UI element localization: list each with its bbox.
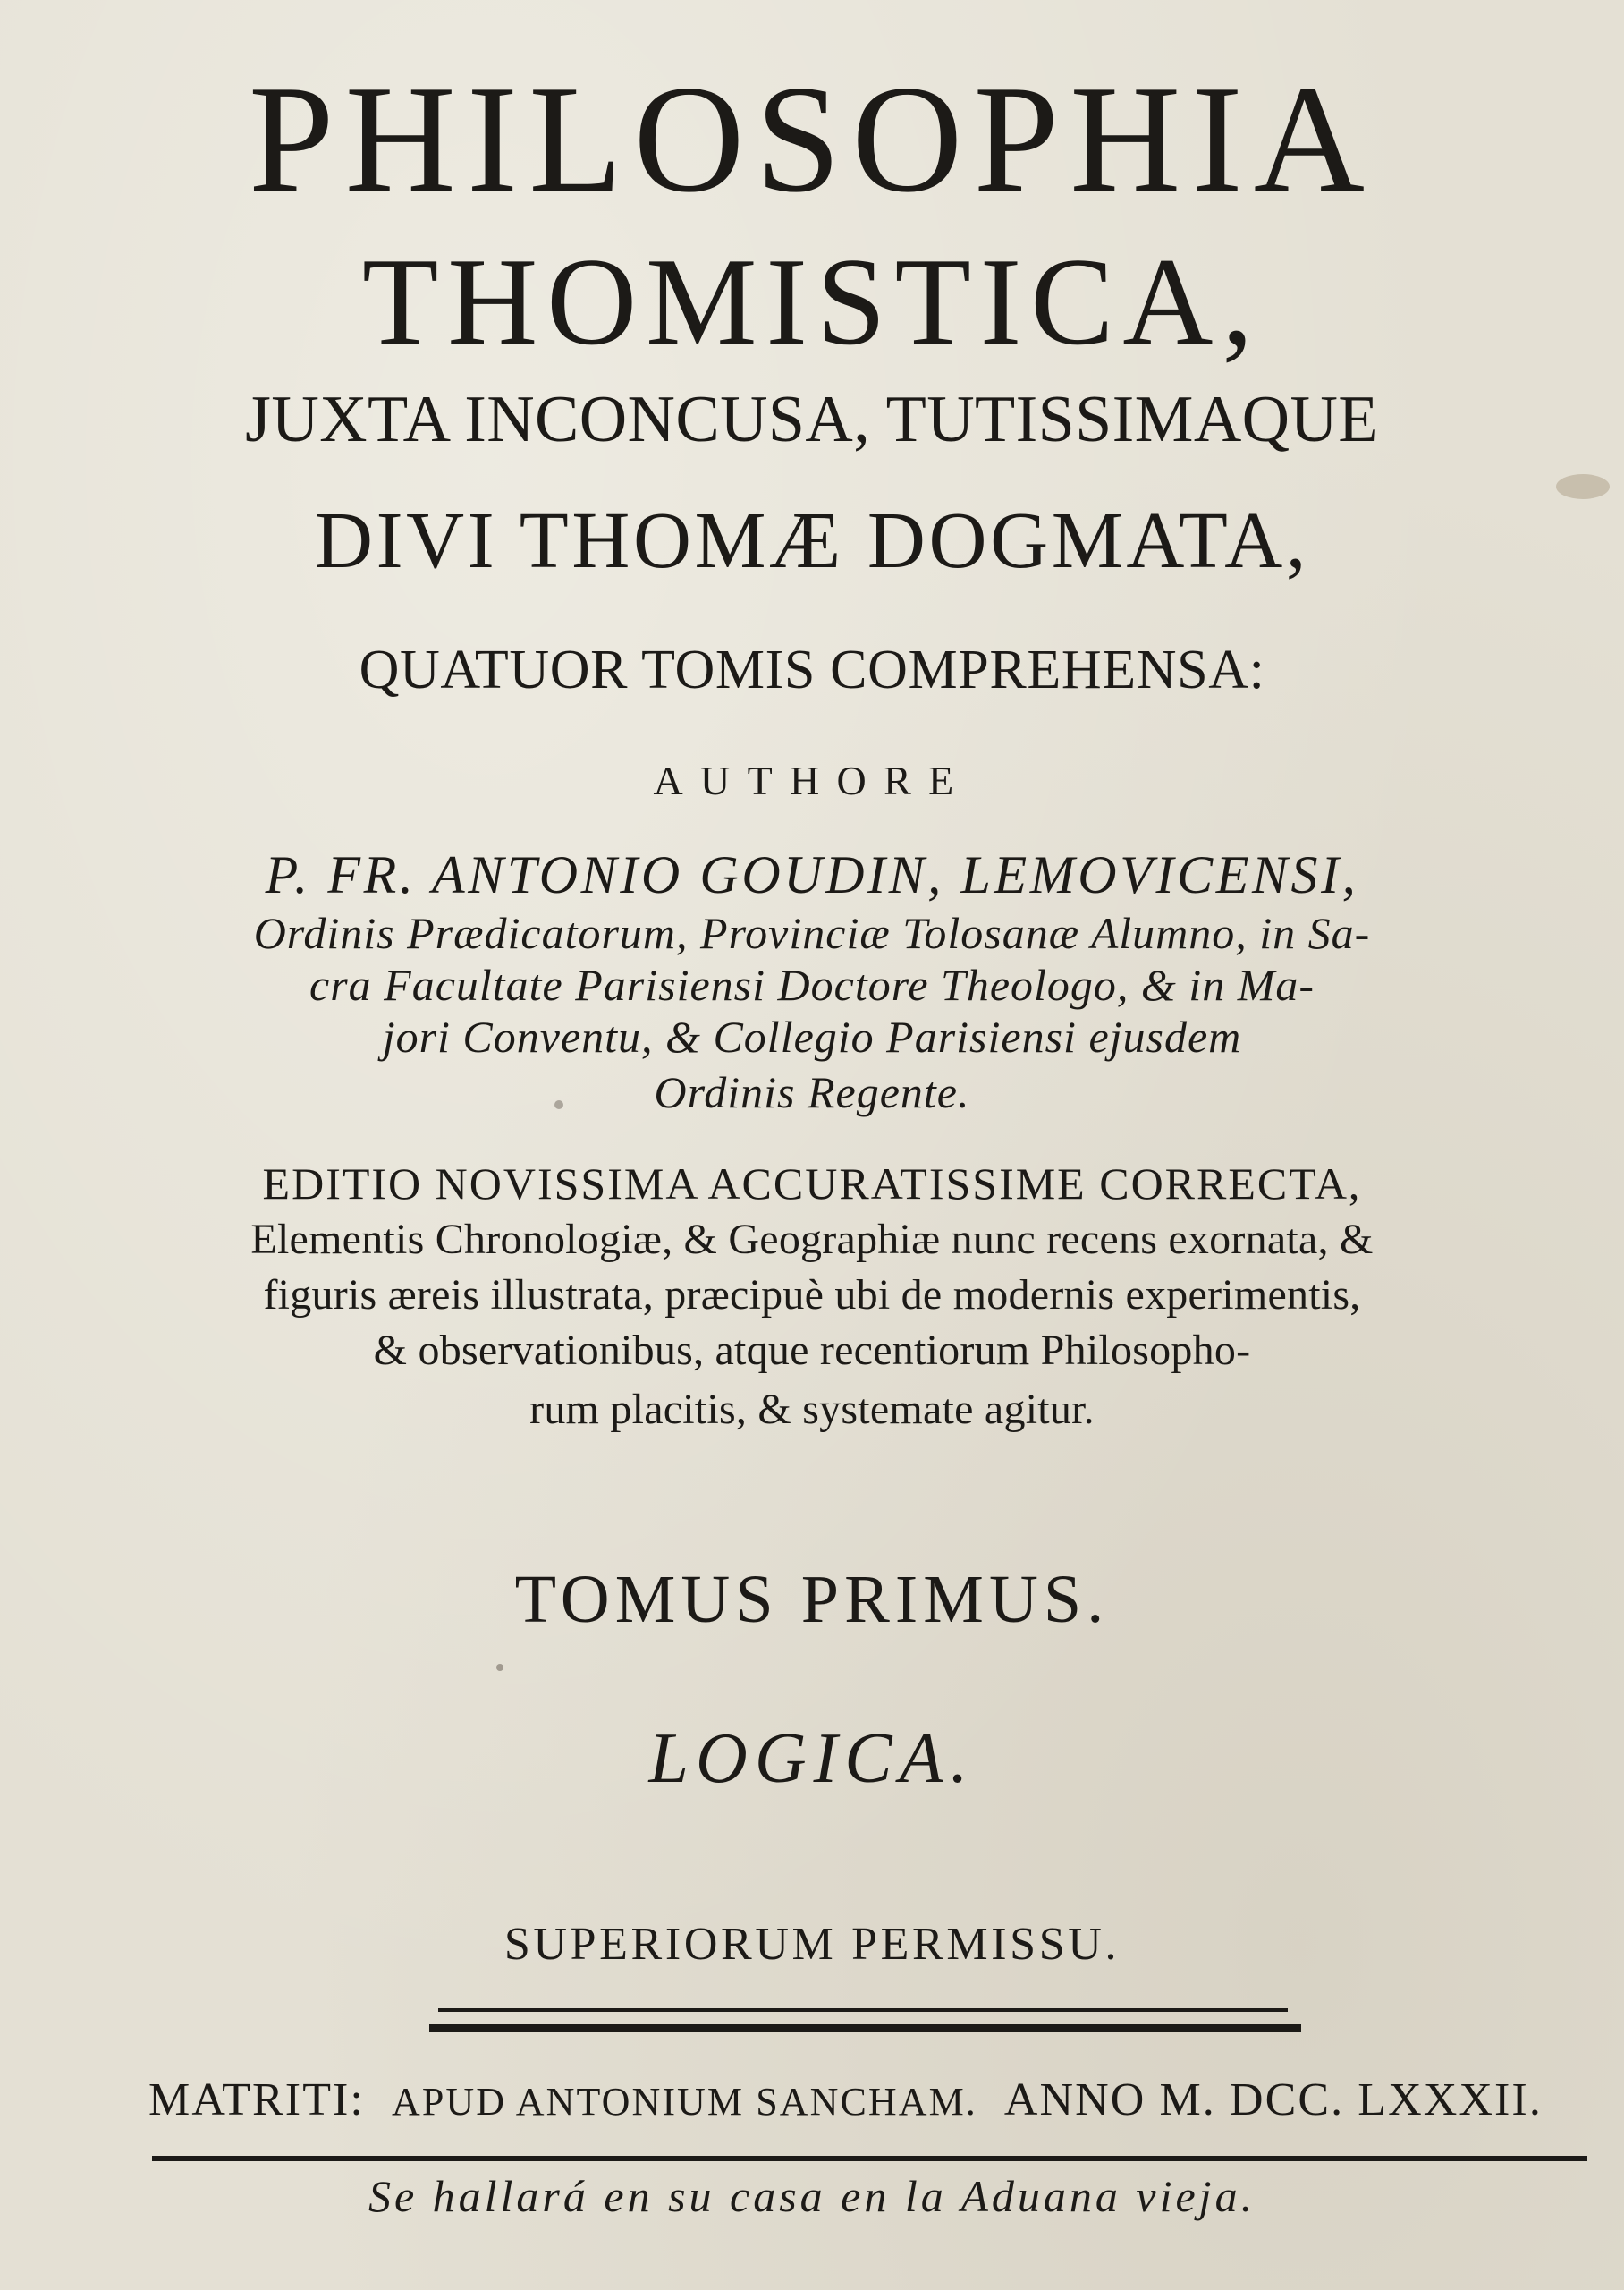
permission-notice: SUPERIORUM PERMISSU. <box>503 1919 1121 1970</box>
title-line-1: PHILOSOPHIA <box>248 55 1376 225</box>
edition-heading: EDITIO NOVISSIMA ACCURATISSIME CORRECTA, <box>262 1158 1362 1209</box>
author-affiliation-line: cra Facultate Parisiensi Doctore Theologo, & in Ma- <box>309 960 1315 1010</box>
author-name: P. FR. ANTONIO GOUDIN, LEMOVICENSI, <box>265 845 1359 904</box>
seller-notice: Se hallará en su casa en la Aduana vieja. <box>368 2171 1256 2221</box>
imprint-rule <box>152 2156 1587 2161</box>
edition-description-line: rum placitis, & systemate agitur. <box>529 1386 1095 1433</box>
part-title: LOGICA. <box>648 1719 976 1798</box>
author-label: AUTHORE <box>653 758 971 803</box>
edition-description-line: & observationibus, atque recentiorum Philosopho- <box>373 1327 1251 1374</box>
title-line-5: QUATUOR TOMIS COMPREHENSA: <box>359 640 1265 700</box>
edition-description-line: Elementis Chronologiæ, & Geographiæ nunc recens exornata, & <box>250 1216 1374 1263</box>
title-line-2: THOMISTICA, <box>361 233 1263 371</box>
author-affiliation-line: jori Conventu, & Collegio Parisiensi ejusdem <box>382 1012 1242 1062</box>
title-line-3: JUXTA INCONCUSA, TUTISSIMAQUE <box>245 383 1379 456</box>
imprint-year: ANNO M. DCC. LXXXII. <box>1003 2074 1543 2125</box>
decorative-rule <box>429 2024 1301 2032</box>
imprint-city: MATRITI: <box>148 2074 365 2125</box>
author-affiliation-line: Ordinis Prædicatorum, Provinciæ Tolosanæ Alumno, in Sa- <box>253 908 1371 958</box>
title-line-4: DIVI THOMÆ DOGMATA, <box>314 496 1309 585</box>
decorative-rule <box>438 2008 1288 2012</box>
author-affiliation-line: Ordinis Regente. <box>654 1067 970 1117</box>
edition-description-line: figuris æreis illustrata, præcipuè ubi de modernis experimentis, <box>263 1271 1361 1319</box>
paper-stain <box>1556 474 1610 499</box>
imprint <box>148 2074 1597 2125</box>
volume-title: TOMUS PRIMUS. <box>514 1562 1110 1637</box>
imprint-printer: APUD ANTONIUM SANCHAM. <box>391 2080 977 2124</box>
paper-stain <box>496 1664 503 1671</box>
